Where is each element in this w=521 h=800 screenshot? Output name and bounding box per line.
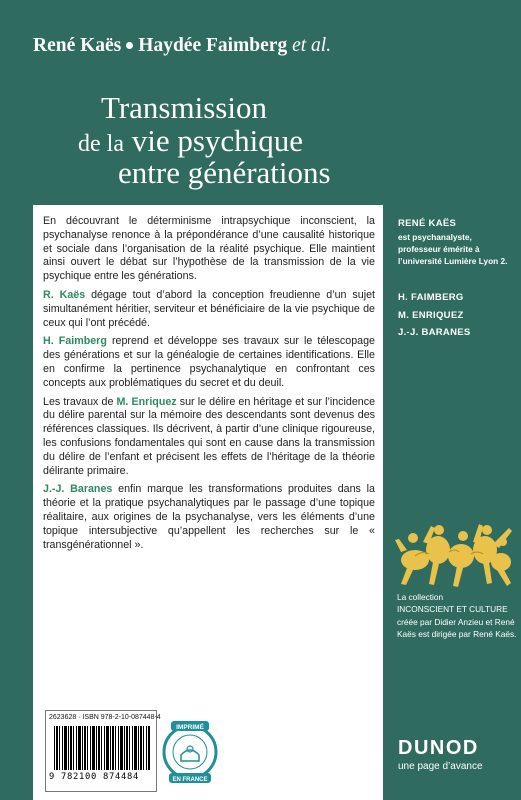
paragraph-1: En découvrant le déterminisme intrapsychique inconscient, la psychanalyse renonce à la prépondérance d’une causalité historique et sociale dans l’organisation de la réalité psychique. Elle maintient ainsi ouvert le débat sur l’hypothèse de la transmission de la vie psychique entre les générations. [43,215,375,283]
sidebar-author-bio: est psychanalyste, professeur émérite à l’université Lumière Lyon 2. [398,232,508,266]
collection-name: INCONSCIENT ET CULTURE [397,604,508,615]
seal-bottom-text: EN FRANCE [172,777,208,783]
paragraph-4-text: sur le délire en héritage et sur l’incidence du délire parental sur la mémoire des descendants sont devenus des références classiques. Ils décrivent, à partir d’une clinique rigoureuse, les confusions fondamentales qui sont en cause dans la transmission du délire de l’enfant et précisent les effets de l’héritage de la théorie délirante primaire. [43,395,376,477]
title-line-3: entre générations [118,155,331,191]
text-panel [33,205,383,800]
paragraph-4-pre: Les travaux de [43,395,117,408]
publisher-tagline: une page d’avance [398,761,483,772]
title-line-2-rest: vie psychique [131,122,304,158]
name-kaes: R. Kaës [43,288,86,301]
barcode [45,710,161,792]
contributor-item: H. FAIMBERG [398,292,464,303]
contributor-item: J.-J. BARANES [398,327,471,338]
publisher-logo: DUNOD [398,737,479,759]
paragraph-2 [43,289,375,330]
author-sidebar [398,218,516,342]
name-enriquez: M. Enriquez [116,395,177,408]
title-line-2-small: de la [78,130,124,157]
collection-line1: La collection [397,592,444,602]
title-line-1: Transmission [101,90,267,125]
contributors-list [398,289,516,342]
paragraph-5-text: enfin marque les transformations produites dans la théorie et la pratique psychanalytiques par le passage d’une topique réalitaire, aux origines de la psychanalyse, vers les éléments d’une topique intersubjective qu’appellent les recherches sur le « transgénérationnel ». [43,483,375,551]
collection-dancers-logo-icon [393,520,517,590]
collection-description: créée par Didier Anzieu et René Kaës est dirigée par René Kaës. [397,616,517,640]
title-line-2 [33,122,393,158]
author-faimberg: Haydée Faimberg [138,35,288,56]
contributor-item: M. ENRIQUEZ [398,309,464,321]
imprime-en-france-seal-icon [161,715,219,789]
isbn-line: 2623628 · ISBN 978-2-10-087448-4 [49,714,161,721]
seal-top-text: IMPRIMÉ [176,724,204,731]
bullet-separator [126,42,133,49]
barcode-bars [54,726,150,770]
name-faimberg: H. Faimberg [43,335,107,348]
name-baranes: J.-J. Baranes [43,483,113,496]
paragraph-5 [43,483,375,552]
paragraph-3 [43,335,375,390]
book-title [33,92,393,190]
collection-info [397,591,517,641]
paragraph-4 [43,396,375,479]
back-cover-text [43,215,375,557]
author-kaes: René Kaës [33,35,122,56]
paragraph-2-text: dégage tout d’abord la conception freudienne d’un sujet simultanément héritier, serviteur et bénéficiaire de la vie psychique de ceux qui l’ont précédé. [43,288,375,329]
paragraph-3-text: reprend et développe ses travaux sur le télescopage des générations et sur la généalogie de certaines identifications. Elle en confirme la pertinence psychanalytique en confrontant ces concepts aux problématiques du secret et du deuil. [43,335,375,389]
barcode-digits: 9 782100 874484 [49,772,139,782]
et-al: et al. [292,35,332,56]
sidebar-author-name: RENÉ KAËS [398,218,457,229]
authors-line [33,35,331,57]
